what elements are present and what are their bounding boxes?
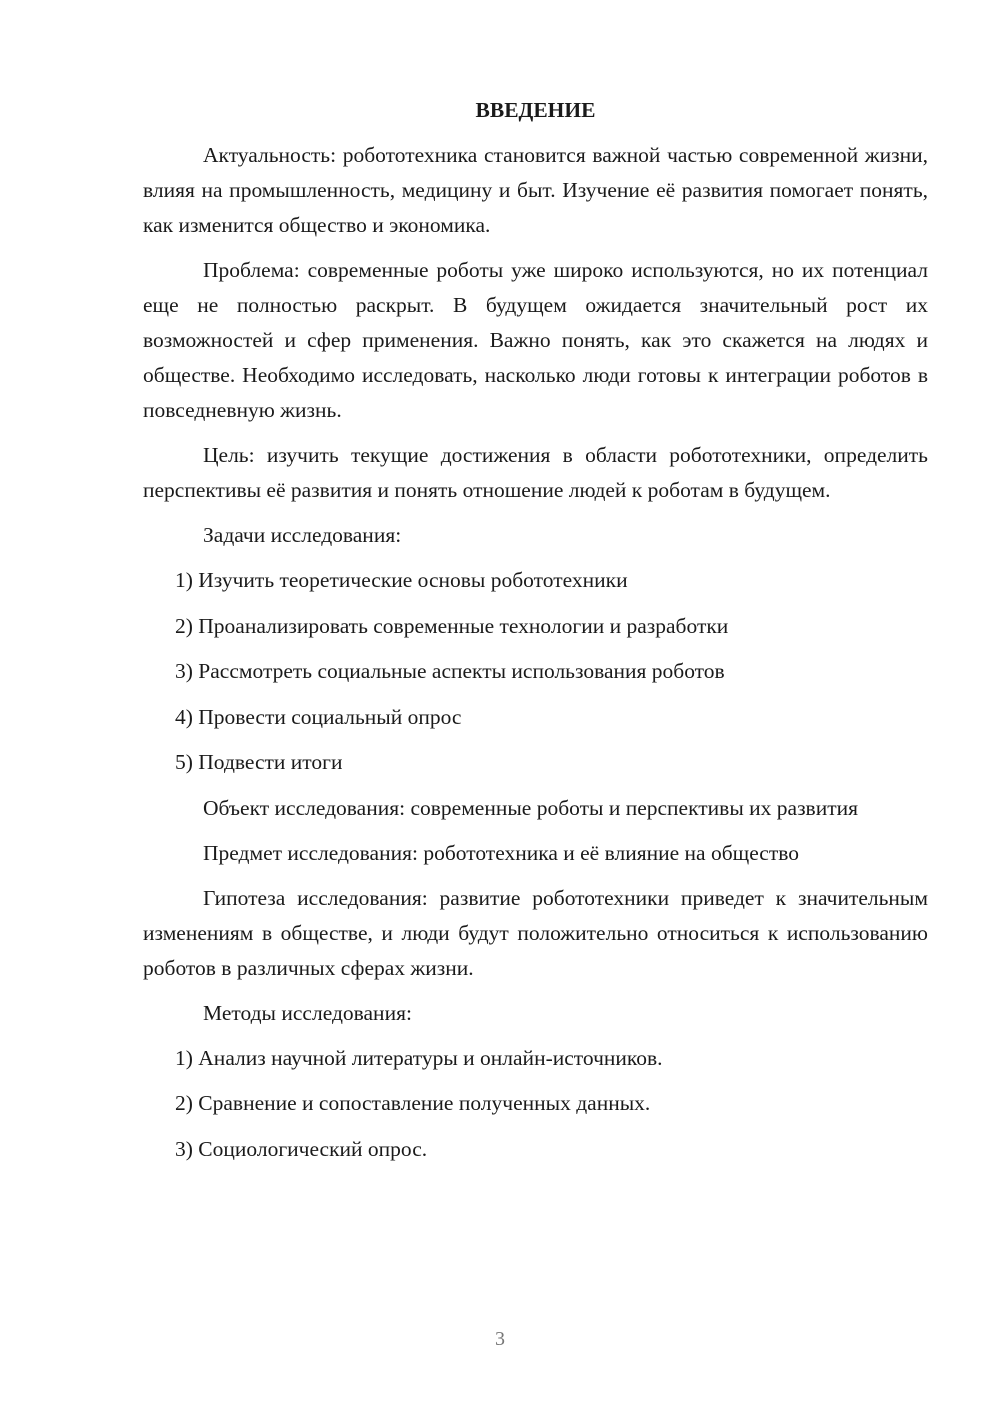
hypothesis-paragraph: Гипотеза исследования: развитие робототехники приведет к значительным изменениям в обществе, и люди будут положительно относиться к использованию роботов в различных сферах жизни.: [143, 885, 928, 980]
tasks-list: [143, 563, 928, 780]
list-item: 3) Рассмотреть социальные аспекты использования роботов: [175, 659, 725, 683]
list-item: 2) Сравнение и сопоставление полученных данных.: [175, 1091, 651, 1115]
document-page: [143, 92, 928, 1177]
problem-paragraph: Проблема: современные роботы уже широко используются, но их потенциал еще не полностью раскрыт. В будущем ожидается значительный рост их возможностей и сфер применения. Важно понять, как это скажется на людях и обществе. Необходимо исследовать, насколько люди готовы к интеграции роботов в повседневную жизнь.: [143, 258, 928, 422]
list-item: 3) Социологический опрос.: [175, 1136, 428, 1161]
object-paragraph: Объект исследования: современные роботы и перспективы их развития: [203, 795, 859, 820]
section-heading: ВВЕДЕНИЕ: [475, 98, 596, 122]
list-item: 2) Проанализировать современные технологии и разработки: [175, 613, 729, 638]
methods-label: Методы исследования:: [203, 1000, 412, 1025]
page-number: 3: [495, 1328, 505, 1350]
goal-paragraph: Цель: изучить текущие достижения в области робототехники, определить перспективы её развития и понять отношение людей к роботам в будущем.: [143, 443, 928, 502]
list-item: 4) Провести социальный опрос: [175, 704, 462, 729]
methods-list: [143, 1041, 928, 1167]
tasks-label: Задачи исследования:: [203, 523, 402, 547]
list-item: 5) Подвести итоги: [175, 750, 343, 774]
relevance-paragraph: Актуальность: робототехника становится важной частью современной жизни, влияя на промышленность, медицину и быт. Изучение её развития помогает понять, как изменится общество и экономика.: [143, 143, 928, 237]
subject-paragraph: Предмет исследования: робототехника и её влияние на общество: [203, 840, 799, 865]
list-item: 1) Изучить теоретические основы робототехники: [175, 568, 628, 592]
list-item: 1) Анализ научной литературы и онлайн-источников.: [175, 1045, 663, 1070]
